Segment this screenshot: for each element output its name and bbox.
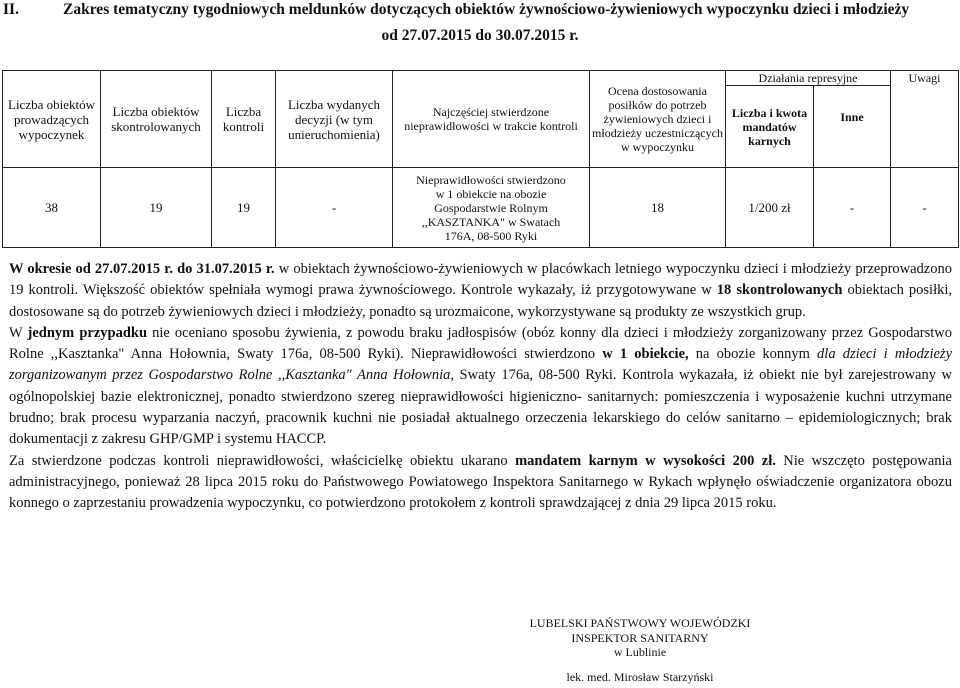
header-fines: Liczba i kwota mandatów karnych bbox=[726, 86, 814, 168]
paragraph-penalty bbox=[9, 451, 952, 515]
text-run: obiektach posiłki, dostosowane są do potrzeb żywieniowych dzieci i młodzieży, ponadto są urozmaicone, wykorzystywane są produkty ze wszystkich grup. bbox=[9, 282, 953, 320]
text-run: w obiektach żywnościowo-żywieniowych w placówkach letniego wypoczynku dzieci i młodzieży przeprowadzono 19 kontroli. Większość obiektów spełniała wymogi prawa żywnościowego. Kontrole wykazały, iż przygotowywane w bbox=[9, 261, 952, 299]
header-repressive-actions: Działania represyjne bbox=[726, 71, 891, 86]
header-remarks: Uwagi bbox=[891, 71, 959, 168]
value-irregularities: Nieprawidłowości stwierdzono w 1 obiekcie na obozie Gospodarstwie Rolnym ,,KASZTANKA" w Swatach 176A, 08-500 Ryki bbox=[393, 168, 590, 248]
header-meal-assessment: Ocena dostosowania posiłków do potrzeb żywieniowych dzieci i młodzieży uczestniczących w wypoczynku bbox=[590, 71, 726, 168]
text-run: W okresie od 27.07.2015 r. do 31.07.2015 r. bbox=[9, 261, 275, 277]
text-run: Nie wszczęto postępowania administracyjnego, ponieważ 28 lipca 2015 roku do Państwowego Powiatowego Inspektora Sanitarnego w Rykach wpłynęło oświadczenie organizatora obozu konnego o zaprzestaniu prowadzenia wypoczynku, co potwierdzono protokołem z kontroli sprawdzającej z dnia 29 lipca 2015 roku. bbox=[9, 452, 952, 512]
reporting-period: od 27.07.2015 do 30.07.2015 r. bbox=[381, 27, 579, 44]
paragraph-summary bbox=[9, 259, 952, 323]
text-run: dla dzieci i młodzieży zorganizowanym przez Gospodarstwo Rolne ,,Kasztanka" Anna Hołownia, bbox=[9, 346, 952, 384]
value-fines: 1/200 zł bbox=[726, 168, 814, 248]
value-decisions: - bbox=[276, 168, 393, 248]
header-objects-total: Liczba obiektów prowadzących wypoczynek bbox=[3, 71, 101, 168]
text-run: w 1 obiekcie, bbox=[602, 346, 689, 363]
header-decisions: Liczba wydanych decyzji (w tym unieruchomienia) bbox=[276, 71, 393, 168]
text-run: nie oceniano sposobu żywienia, z powodu braku jadłospisów (obóz konny dla dzieci i młodzieży zorganizowany przez Gospodarstwo Rolne ,,Kasztanka" Anna Hołownia, Swaty 176a, 08-500 Ryki). Nieprawidłowości stwierdzono bbox=[9, 324, 952, 363]
signature-block bbox=[490, 616, 790, 684]
header-inspections: Liczba kontroli bbox=[212, 71, 276, 168]
section-title: Zakres tematyczny tygodniowych meldunków dotyczących obiektów żywnościowo-żywieniowych wypoczynku dzieci i młodzieży bbox=[63, 1, 910, 18]
text-run: Za stwierdzone podczas kontroli nieprawidłowości, właścicielkę obiektu ukarano bbox=[9, 452, 516, 469]
signature-title-1: LUBELSKI PAŃSTWOWY WOJEWÓDZKI bbox=[529, 616, 751, 630]
value-other: - bbox=[814, 168, 891, 248]
text-run: jednym przypadku bbox=[27, 324, 148, 341]
value-objects-inspected: 19 bbox=[101, 168, 212, 248]
paragraph-irregularities bbox=[9, 323, 952, 451]
signature-author: lek. med. Mirosław Starzyński bbox=[566, 670, 714, 684]
text-run: na obozie konnym bbox=[688, 346, 818, 363]
signature-location: w Lublinie bbox=[613, 645, 667, 659]
header-irregularities: Najczęściej stwierdzone nieprawidłowości w trakcie kontroli bbox=[393, 71, 590, 168]
section-number: II. bbox=[3, 1, 19, 18]
value-meal-assessment: 18 bbox=[590, 168, 726, 248]
report-body bbox=[9, 259, 952, 515]
text-run: mandatem karnym w wysokości 200 zł. bbox=[515, 452, 776, 469]
header-other: Inne bbox=[814, 86, 891, 168]
header-objects-inspected: Liczba obiektów skontrolowanych bbox=[101, 71, 212, 168]
value-inspections: 19 bbox=[212, 168, 276, 248]
text-run: W bbox=[9, 324, 28, 341]
text-run: 18 skontrolowanych bbox=[716, 282, 843, 299]
value-remarks: - bbox=[891, 168, 959, 248]
text-run: Swaty 176a, 08-500 Ryki. Kontrola wykazała, iż obiekt nie był zarejestrowany w ogólnopolskiej bazie elektronicznej, ponadto stwierdzono szereg nieprawidłowości higieniczno- sanitarnych: pomieszczenia i wyposażenie kuchni utrzymane brudno; brak procesu wyparzania naczyń, pracownik kuchni nie posiadał aktualnego orzeczenia lekarskiego do celów sanitarno – epidemiologicznych; brak dokumentacji z zakresu GHP/GMP i systemu HACCP. bbox=[9, 367, 952, 448]
signature-title-2: INSPEKTOR SANITARNY bbox=[571, 630, 709, 645]
inspection-summary-table bbox=[2, 70, 959, 248]
value-objects-total: 38 bbox=[3, 168, 101, 248]
